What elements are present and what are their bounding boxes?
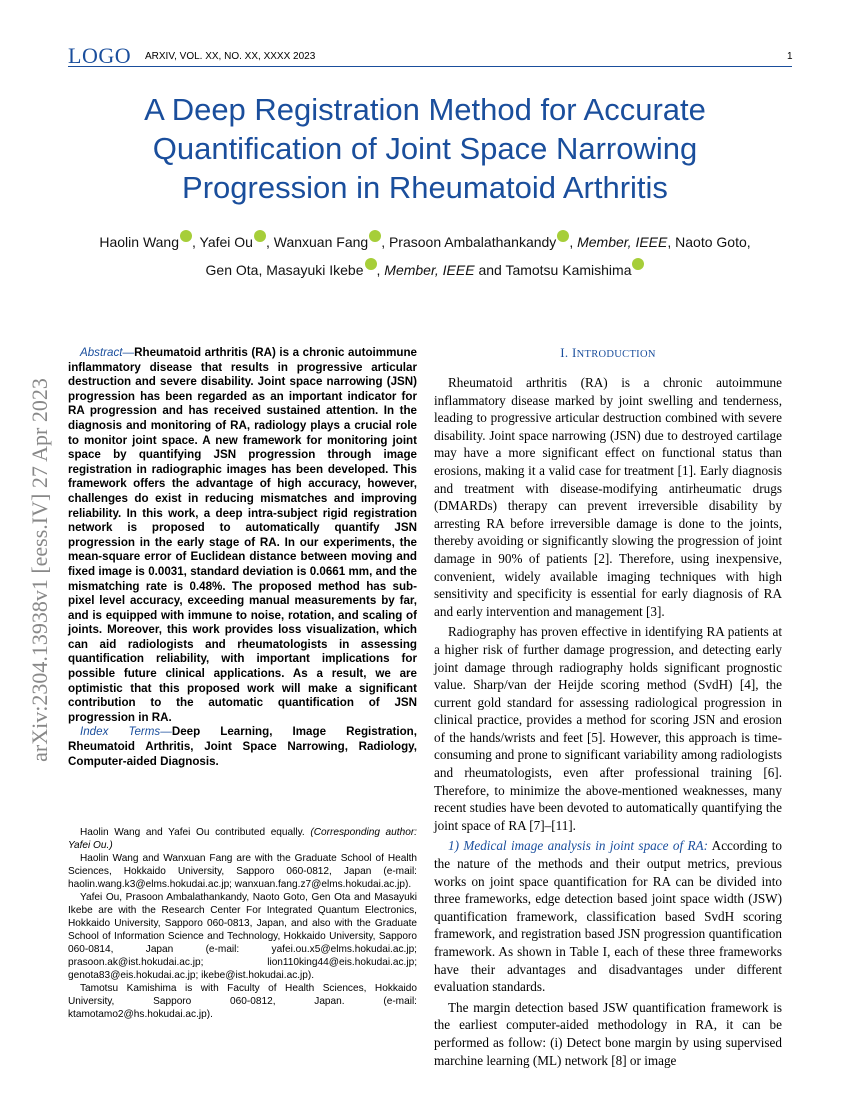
orcid-icon[interactable] xyxy=(254,230,266,242)
footnote-text: Haolin Wang and Yafei Ou contributed equally. xyxy=(80,827,311,838)
section-title-rest: NTRODUCTION xyxy=(576,349,656,360)
abstract-label: Abstract— xyxy=(80,346,135,359)
paragraph: Rheumatoid arthritis (RA) is a chronic autoimmune inflammatory disease marked by joint swelling and tenderness, leading to progressive articular destruction combined with severe disability. Joint space narrowing (JSN) due to destroyed cartilage may have a more significant effect on functional status than erosions, making it a valid case for treatment [1]. Early diagnosis and treatment with disease-modifying antirheumatic drugs (DMARDs) therapy can prevent irreversible disability by arresting RA before irreversible damage is done to the joints, thereby avoiding or significantly slowing the progression of joint damage in 90% of patients [2]. Therefore, using inexpensive, convenient, widely available imaging techniques with high sensitivity and specificity is essential for early diagnosis of RA and early intervention and management [3]. xyxy=(434,375,782,619)
footnote-text: Tamotsu Kamishima is with Faculty of Health Sciences, Hokkaido University, Sapporo 060-0812, Japan. (e-mail: ktamotamo2@hs.hokudai.ac.jp). xyxy=(68,983,417,1020)
footnotes xyxy=(68,826,417,1021)
author-name: Tamotsu Kamishima xyxy=(505,262,632,278)
journal-logo: LOGO xyxy=(68,43,132,68)
author-conjunction: and xyxy=(478,262,502,278)
author-name: Naoto Goto xyxy=(675,234,747,250)
author-affiliation: Member, IEEE xyxy=(577,234,668,250)
author-name: Masayuki Ikebe xyxy=(266,262,364,278)
subsection-heading: 1) Medical image analysis in joint space of RA: xyxy=(448,838,709,854)
footnote-corresponding: (Corresponding author: Yafei Ou.) xyxy=(68,827,417,851)
author-name: Yafei Ou xyxy=(199,234,253,250)
paragraph-text: According to the nature of the methods and their output metrics, previous works on joint space quantification for RA can be divided into three frameworks, edge detection based joint space width (JSW) quantification framework, classification based SvdH scoring framework, and registration based JSN progression quantification framework. As shown in Table I, each of these three frameworks have their advantages and disadvantages under different evaluation standards. xyxy=(434,838,782,995)
author-name: Wanxuan Fang xyxy=(273,234,369,250)
header-rule xyxy=(68,66,792,67)
index-terms-label: Index Terms— xyxy=(80,725,172,739)
section-numeral: I. xyxy=(560,345,572,360)
author-list: Haolin Wang , Yafei Ou , Wanxuan Fang , Prasoon Ambalathankandy , Member, IEEE, Naoto Goto, Gen Ota, Masayuki Ikebe , Member, IEEE and Tamotsu Kamishima xyxy=(55,228,795,284)
author-name: Gen Ota xyxy=(205,262,259,278)
paper-title: A Deep Registration Method for Accurate Quantification of Joint Space Narrowing Progression in Rheumatoid Arthritis xyxy=(144,92,706,205)
author-affiliation: Member, IEEE xyxy=(384,262,475,278)
orcid-icon[interactable] xyxy=(557,230,569,242)
footnote-text: Haolin Wang and Wanxuan Fang are with the Graduate School of Health Sciences, Hokkaido University, Sapporo 060-0812, Japan (e-mail: haolin.wang.k3@elms.hokudai.ac.jp; wanxuan.fang.z7@elms.hokudai.ac.jp). xyxy=(68,853,417,890)
orcid-icon[interactable] xyxy=(180,230,192,242)
orcid-icon[interactable] xyxy=(632,258,644,270)
paragraph: Radiography has proven effective in identifying RA patients at a higher risk of further damage progression, and detecting early joint damage through radiography holds significant prognostic value. Sharp/van der Heijde scoring method (SvdH) [4], the current gold standard for assessing radiological progression in clinical practice, provides a method for scoring JSN and erosion of the hands/wrists and feet [5]. However, this approach is time-consuming and prone to significant variability among radiologists and rheumatologists, even after professional training [6]. Therefore, to minimize the above-mentioned weaknesses, many recent studies have been devoted to automatically quantifying the joint space of RA [7]–[11]. xyxy=(434,624,782,833)
abstract-text: Rheumatoid arthritis (RA) is a chronic autoimmune inflammatory disease that results in progressive articular destruction and severe disability. Joint space narrowing (JSN) progression has been regarded as an important indicator for RA progression and has received sustained attention. In the diagnosis and monitoring of RA, radiology plays a crucial role to monitor joint space. A new framework for monitoring joint space by quantifying JSN progression through image registration in radiographic images has been developed. This framework offers the advantage of high accuracy, however, challenges do exist in reducing mismatches and improving reliability. In this work, a deep intra-subject rigid registration network is proposed to automatically quantify JSN progression in the early stage of RA. In our experiments, the mean-square error of Euclidean distance between moving and fixed image is 0.0031, standard deviation is 0.0661 mm, and the mismatching rate is 0.48%. The proposed method has sub-pixel level accuracy, exceeding manual measurements by far, and is equipped with immune to noise, rotation, and scaling of joints. Moreover, this work provides loss visualization, which can aid radiologists and rheumatologists in assessing quantification reliability, with important implications for possible future clinical applications. As a result, we are optimistic that this proposed work will make a significant contribution to the automatic quantification of JSN progression in RA. xyxy=(68,346,417,724)
page-number: 1 xyxy=(787,51,793,62)
section-heading xyxy=(434,345,782,361)
paragraph: The margin detection based JSW quantification framework is the earliest computer-aided methodology in RA, it can be performed as follow: (i) Detect bone margin by using supervised marchine learning (ML) network [8] or image xyxy=(434,999,782,1068)
orcid-icon[interactable] xyxy=(369,230,381,242)
arxiv-stamp: arXiv:2304.13938v1 [eess.IV] 27 Apr 2023 xyxy=(27,378,52,762)
orcid-icon[interactable] xyxy=(365,258,377,270)
journal-info: ARXIV, VOL. XX, NO. XX, XXXX 2023 xyxy=(145,51,316,62)
body-text xyxy=(434,374,782,1072)
footnote-text: Yafei Ou, Prasoon Ambalathankandy, Naoto Goto, Gen Ota and Masayuki Ikebe are with the Research Center For Integrated Quantum Electronics, Hokkaido University, Sapporo 060-0813, Japan, and also with the Graduate School of Information Science and Technology, Hokkaido University, Sapporo 060-0814, Japan (e-mail: yafei.ou.x5@elms.hokudai.ac.jp; prasoon.ak@ist.hokudai.ac.jp; lion110king44@eis.hokudai.ac.jp; genota83@eis.hokudai.ac.jp; ikebe@ist.hokudai.ac.jp). xyxy=(68,892,417,981)
author-name: Prasoon Ambalathankandy xyxy=(388,234,557,250)
abstract xyxy=(68,346,417,769)
section-initial: I xyxy=(571,345,577,360)
author-name: Haolin Wang xyxy=(99,234,179,250)
index-terms-text: Deep Learning, Image Registration, Rheumatoid Arthritis, Joint Space Narrowing, Radiology, Computer-aided Diagnosis. xyxy=(68,725,417,768)
